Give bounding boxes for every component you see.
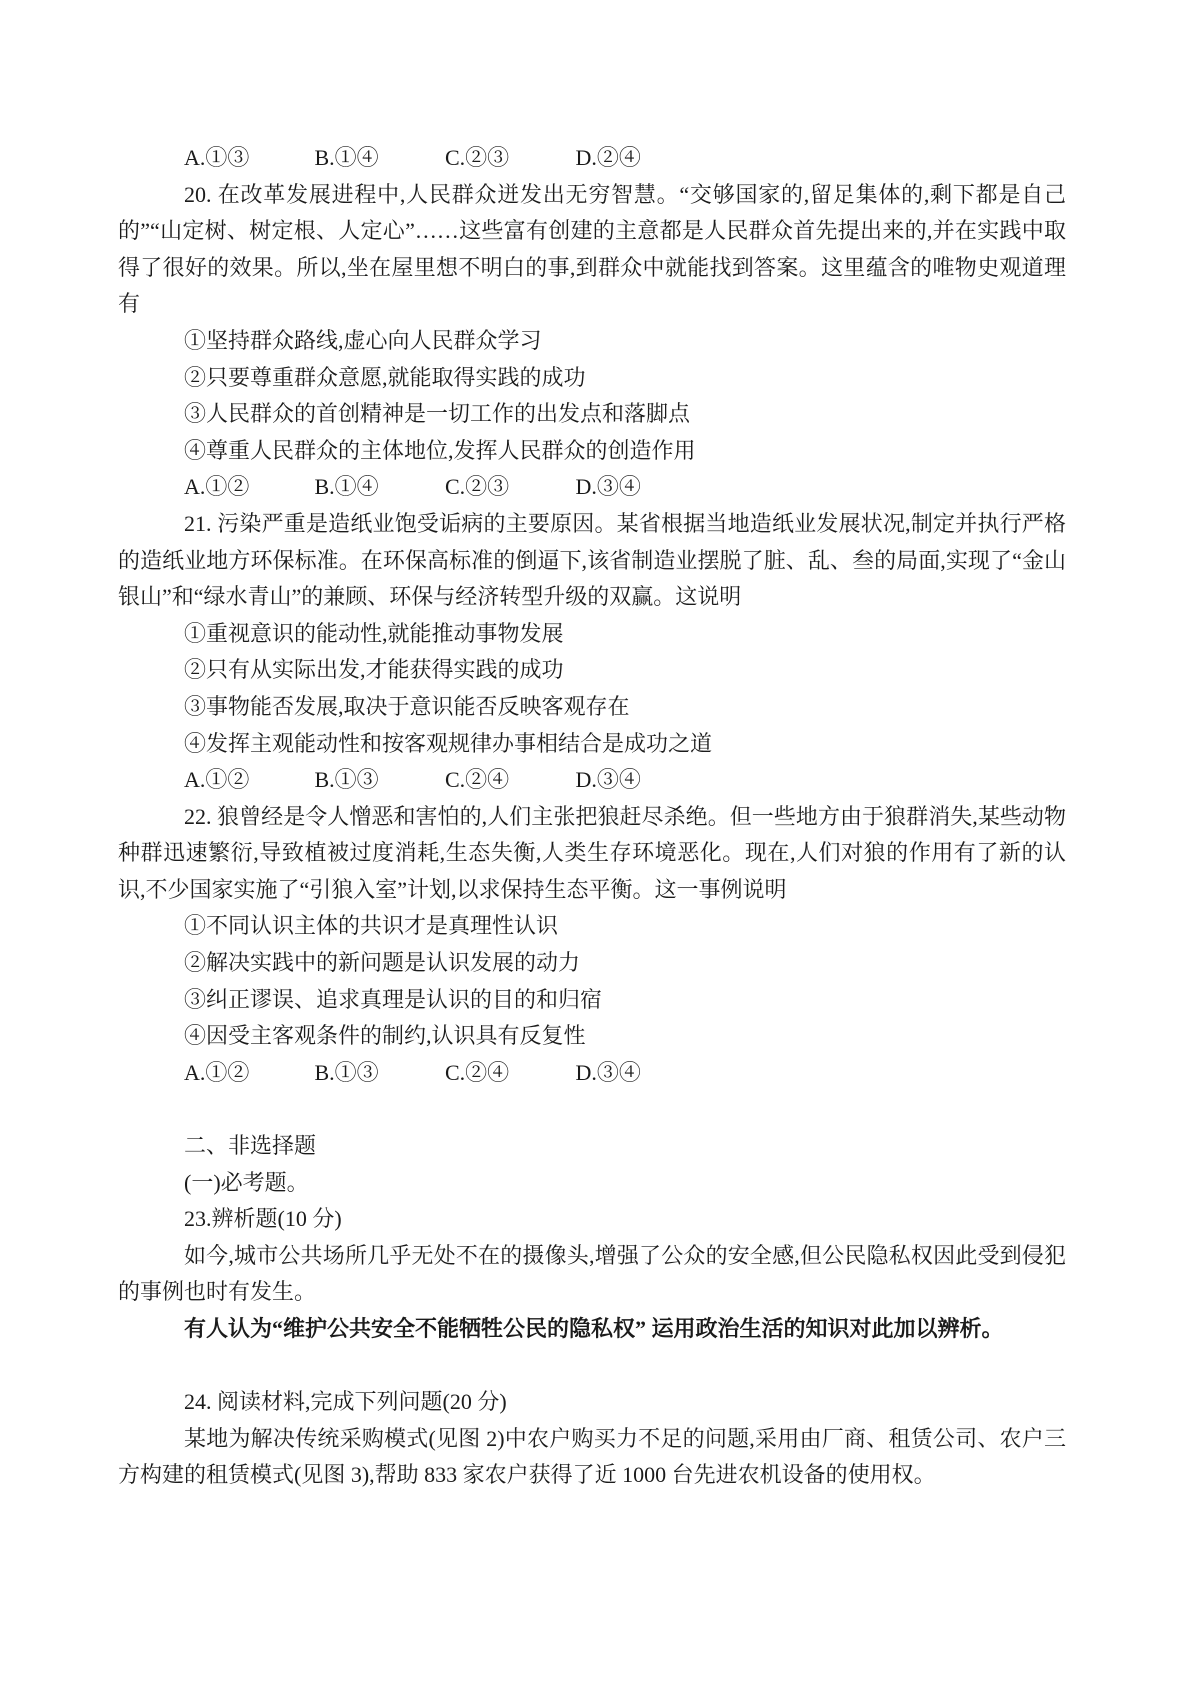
answer-choice-c: C.②③ xyxy=(445,474,510,500)
answer-choice-c: C.②③ xyxy=(445,145,510,170)
question-21-option-2: ②只有从实际出发,才能获得实践的成功 xyxy=(184,657,564,683)
question-21-option-1: ①重视意识的能动性,就能推动事物发展 xyxy=(184,620,564,646)
question-24-material: 某地为解决传统采购模式(见图 2)中农户购买力不足的问题,采用由厂商、租赁公司、农户三方构建的租赁模式(见图 3),帮助 833 家农户获得了近 1000 台先进农机设备的使用权。 xyxy=(118,1425,1066,1488)
answer-row-q21 xyxy=(118,762,1066,799)
answer-row-q19 xyxy=(118,140,1066,177)
question-23-title: 23.辨析题(10 分) xyxy=(184,1206,342,1232)
answer-choice-a: A.①② xyxy=(184,1059,250,1085)
section-two-subheading: (一)必考题。 xyxy=(184,1169,309,1195)
answer-choice-a: A.①② xyxy=(184,474,250,500)
question-21-option-4: ④发挥主观能动性和按客观规律办事相结合是成功之道 xyxy=(184,730,713,756)
blank-line xyxy=(118,1091,1066,1128)
answer-choice-a: A.①③ xyxy=(184,145,250,170)
question-22-option-3: ③纠正谬误、追求真理是认识的目的和归宿 xyxy=(184,986,603,1012)
question-20-option-3: ③人民群众的首创精神是一切工作的出发点和落脚点 xyxy=(184,401,691,427)
question-23-task: 有人认为“维护公共安全不能牺牲公民的隐私权” 运用政治生活的知识对此加以辨析。 xyxy=(184,1316,1004,1341)
question-23-material: 如今,城市公共场所几乎无处不在的摄像头,增强了公众的安全感,但公民隐私权因此受到侵犯的事例也时有发生。 xyxy=(118,1242,1066,1305)
answer-choice-d: D.③④ xyxy=(575,767,641,793)
answer-row-q22 xyxy=(118,1055,1066,1092)
question-20-option-4: ④尊重人民群众的主体地位,发挥人民群众的创造作用 xyxy=(184,437,696,463)
answer-row-q20 xyxy=(118,469,1066,506)
question-22-option-4: ④因受主客观条件的制约,认识具有反复性 xyxy=(184,1023,586,1049)
question-22-option-2: ②解决实践中的新问题是认识发展的动力 xyxy=(184,950,581,976)
exam-page xyxy=(118,140,1066,1494)
answer-choice-b: B.①③ xyxy=(314,1059,379,1085)
answer-choice-b: B.①④ xyxy=(314,145,379,170)
answer-choice-d: D.③④ xyxy=(575,1059,641,1085)
question-20-option-2: ②只要尊重群众意愿,就能取得实践的成功 xyxy=(184,364,586,390)
section-two-heading: 二、非选择题 xyxy=(184,1133,317,1159)
answer-choice-c: C.②④ xyxy=(445,1059,510,1085)
answer-choice-a: A.①② xyxy=(184,767,250,793)
question-24-title: 24. 阅读材料,完成下列问题(20 分) xyxy=(184,1389,507,1415)
question-20-stem: 20. 在改革发展进程中,人民群众迸发出无穷智慧。“交够国家的,留足集体的,剩下都是自己的”“山定树、树定根、人定心”……这些富有创建的主意都是人民群众首先提出来的,并在实践中取得了很好的效果。所以,坐在屋里想不明白的事,到群众中就能找到答案。这里蕴含的唯物史观道理有 xyxy=(118,181,1067,317)
question-21-option-3: ③事物能否发展,取决于意识能否反映客观存在 xyxy=(184,693,630,719)
question-21-stem: 21. 污染严重是造纸业饱受诟病的主要原因。某省根据当地造纸业发展状况,制定并执行严格的造纸业地方环保标准。在环保高标准的倒逼下,该省制造业摆脱了脏、乱、叁的局面,实现了“金山银山”和“绿水青山”的兼顾、环保与经济转型升级的双赢。这说明 xyxy=(118,510,1066,610)
answer-choice-b: B.①③ xyxy=(314,767,379,793)
question-22-option-1: ①不同认识主体的共识才是真理性认识 xyxy=(184,913,559,939)
answer-choice-c: C.②④ xyxy=(445,767,510,793)
question-22-stem: 22. 狼曾经是令人憎恶和害怕的,人们主张把狼赶尽杀绝。但一些地方由于狼群消失,某些动物种群迅速繁衍,导致植被过度消耗,生态失衡,人类生存环境恶化。现在,人们对狼的作用有了新的认识,不少国家实施了“引狼入室”计划,以求保持生态平衡。这一事例说明 xyxy=(118,803,1066,902)
blank-line xyxy=(118,1348,1066,1385)
answer-choice-b: B.①④ xyxy=(314,474,379,500)
question-20-option-1: ①坚持群众路线,虚心向人民群众学习 xyxy=(184,327,542,353)
answer-choice-d: D.③④ xyxy=(575,474,641,500)
answer-choice-d: D.②④ xyxy=(575,145,641,170)
